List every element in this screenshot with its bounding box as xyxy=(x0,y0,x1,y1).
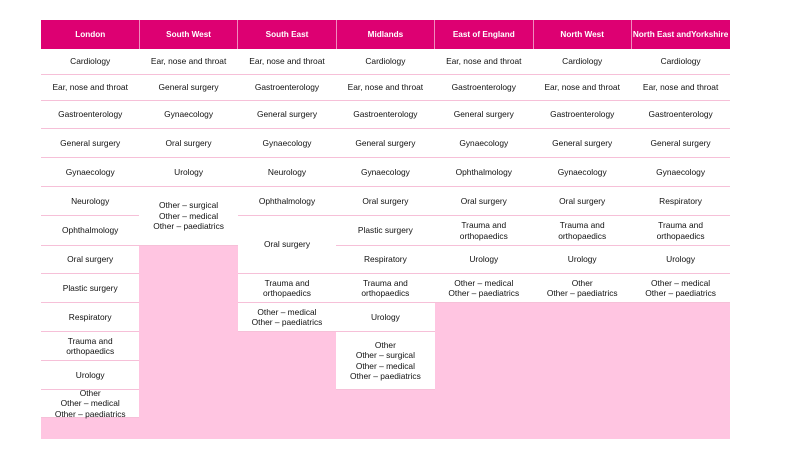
table-cell: Other Other – paediatrics xyxy=(533,274,631,303)
table-cell: Gastroenterology xyxy=(41,101,139,129)
table-cell: Other – medical Other – paediatrics xyxy=(238,303,336,332)
table-cell: Plastic surgery xyxy=(41,274,139,303)
table-cell: Oral surgery xyxy=(139,129,237,158)
table-cell: General surgery xyxy=(533,129,631,158)
table-cell: Neurology xyxy=(41,187,139,216)
table-cell: Ear, nose and throat xyxy=(41,75,139,101)
table-cell: Gastroenterology xyxy=(238,75,336,101)
column-header: North East and Yorkshire xyxy=(631,20,729,49)
column-south-west xyxy=(139,20,237,439)
table-cell: Gastroenterology xyxy=(533,101,631,129)
table-cell: General surgery xyxy=(631,129,729,158)
table-cell: Urology xyxy=(139,158,237,187)
column-north-west xyxy=(533,20,631,439)
table-cell: Oral surgery xyxy=(41,246,139,274)
table-cell: Urology xyxy=(41,361,139,390)
table-cell: Gastroenterology xyxy=(631,101,729,129)
table-cell: Oral surgery xyxy=(533,187,631,216)
table-cell: Ear, nose and throat xyxy=(336,75,434,101)
table-cell: Trauma and orthopaedics xyxy=(435,216,533,246)
table-cell: Gastroenterology xyxy=(435,75,533,101)
table-cell: Ear, nose and throat xyxy=(139,49,237,75)
table-cell: Oral surgery xyxy=(435,187,533,216)
table-cell: Respiratory xyxy=(631,187,729,216)
table-cell: Ear, nose and throat xyxy=(533,75,631,101)
table-cell: General surgery xyxy=(139,75,237,101)
table-cell: Ear, nose and throat xyxy=(631,75,729,101)
table-cell: Gynaecology xyxy=(238,129,336,158)
column-midlands xyxy=(336,20,434,439)
table-cell: Trauma and orthopaedics xyxy=(238,274,336,303)
table-cell: General surgery xyxy=(238,101,336,129)
table-cell: Cardiology xyxy=(533,49,631,75)
table-cell: General surgery xyxy=(41,129,139,158)
table-cell: Ear, nose and throat xyxy=(435,49,533,75)
table-cell: Gynaecology xyxy=(533,158,631,187)
table-cell: Gynaecology xyxy=(336,158,434,187)
column-south-east xyxy=(238,20,336,439)
table-cell: Gynaecology xyxy=(631,158,729,187)
column-divider xyxy=(336,20,337,49)
table-cell: Cardiology xyxy=(41,49,139,75)
table-cell: Oral surgery xyxy=(238,216,336,274)
table-cell: Cardiology xyxy=(631,49,729,75)
table-cell: Ophthalmology xyxy=(238,187,336,216)
column-header: South East xyxy=(238,20,336,49)
table-cell: Trauma and orthopaedics xyxy=(41,332,139,361)
table-cell: Urology xyxy=(533,246,631,274)
table-cell: Oral surgery xyxy=(336,187,434,216)
column-north-east-and-yorkshire xyxy=(631,20,729,439)
table-cell: Urology xyxy=(336,303,434,332)
table-cell: Neurology xyxy=(238,158,336,187)
table-cell: Trauma and orthopaedics xyxy=(533,216,631,246)
table-cell: Urology xyxy=(435,246,533,274)
table-cell: Gynaecology xyxy=(435,129,533,158)
column-divider xyxy=(139,20,140,49)
column-divider xyxy=(434,20,435,49)
table-cell: Ophthalmology xyxy=(435,158,533,187)
column-east-of-england xyxy=(435,20,533,439)
table-cell: Other Other – surgical Other – medical Other – paediatrics xyxy=(336,332,434,390)
column-header: Midlands xyxy=(336,20,434,49)
table-cell: Other – surgical Other – medical Other – paediatrics xyxy=(139,187,237,246)
table-cell: General surgery xyxy=(435,101,533,129)
table-cell: Gastroenterology xyxy=(336,101,434,129)
table-cell: Other Other – medical Other – paediatrics xyxy=(41,390,139,418)
table-cell: Trauma and orthopaedics xyxy=(631,216,729,246)
table-cell: Trauma and orthopaedics xyxy=(336,274,434,303)
table-cell: Plastic surgery xyxy=(336,216,434,246)
table-cell: Other – medical Other – paediatrics xyxy=(631,274,729,303)
column-header: South West xyxy=(139,20,237,49)
table-cell: Ophthalmology xyxy=(41,216,139,246)
table-cell: Ear, nose and throat xyxy=(238,49,336,75)
table-cell: Other – medical Other – paediatrics xyxy=(435,274,533,303)
table-cell: Gynaecology xyxy=(139,101,237,129)
column-london xyxy=(41,20,139,439)
table-cell: Respiratory xyxy=(336,246,434,274)
column-header: East of England xyxy=(435,20,533,49)
table-cell: General surgery xyxy=(336,129,434,158)
column-header: North West xyxy=(533,20,631,49)
column-header: London xyxy=(41,20,139,49)
table-cell: Urology xyxy=(631,246,729,274)
table-cell: Gynaecology xyxy=(41,158,139,187)
column-divider xyxy=(237,20,238,49)
table-cell: Cardiology xyxy=(336,49,434,75)
column-divider xyxy=(533,20,534,49)
table-cell: Respiratory xyxy=(41,303,139,332)
column-divider xyxy=(631,20,632,49)
specialties-by-region-table xyxy=(41,20,730,439)
